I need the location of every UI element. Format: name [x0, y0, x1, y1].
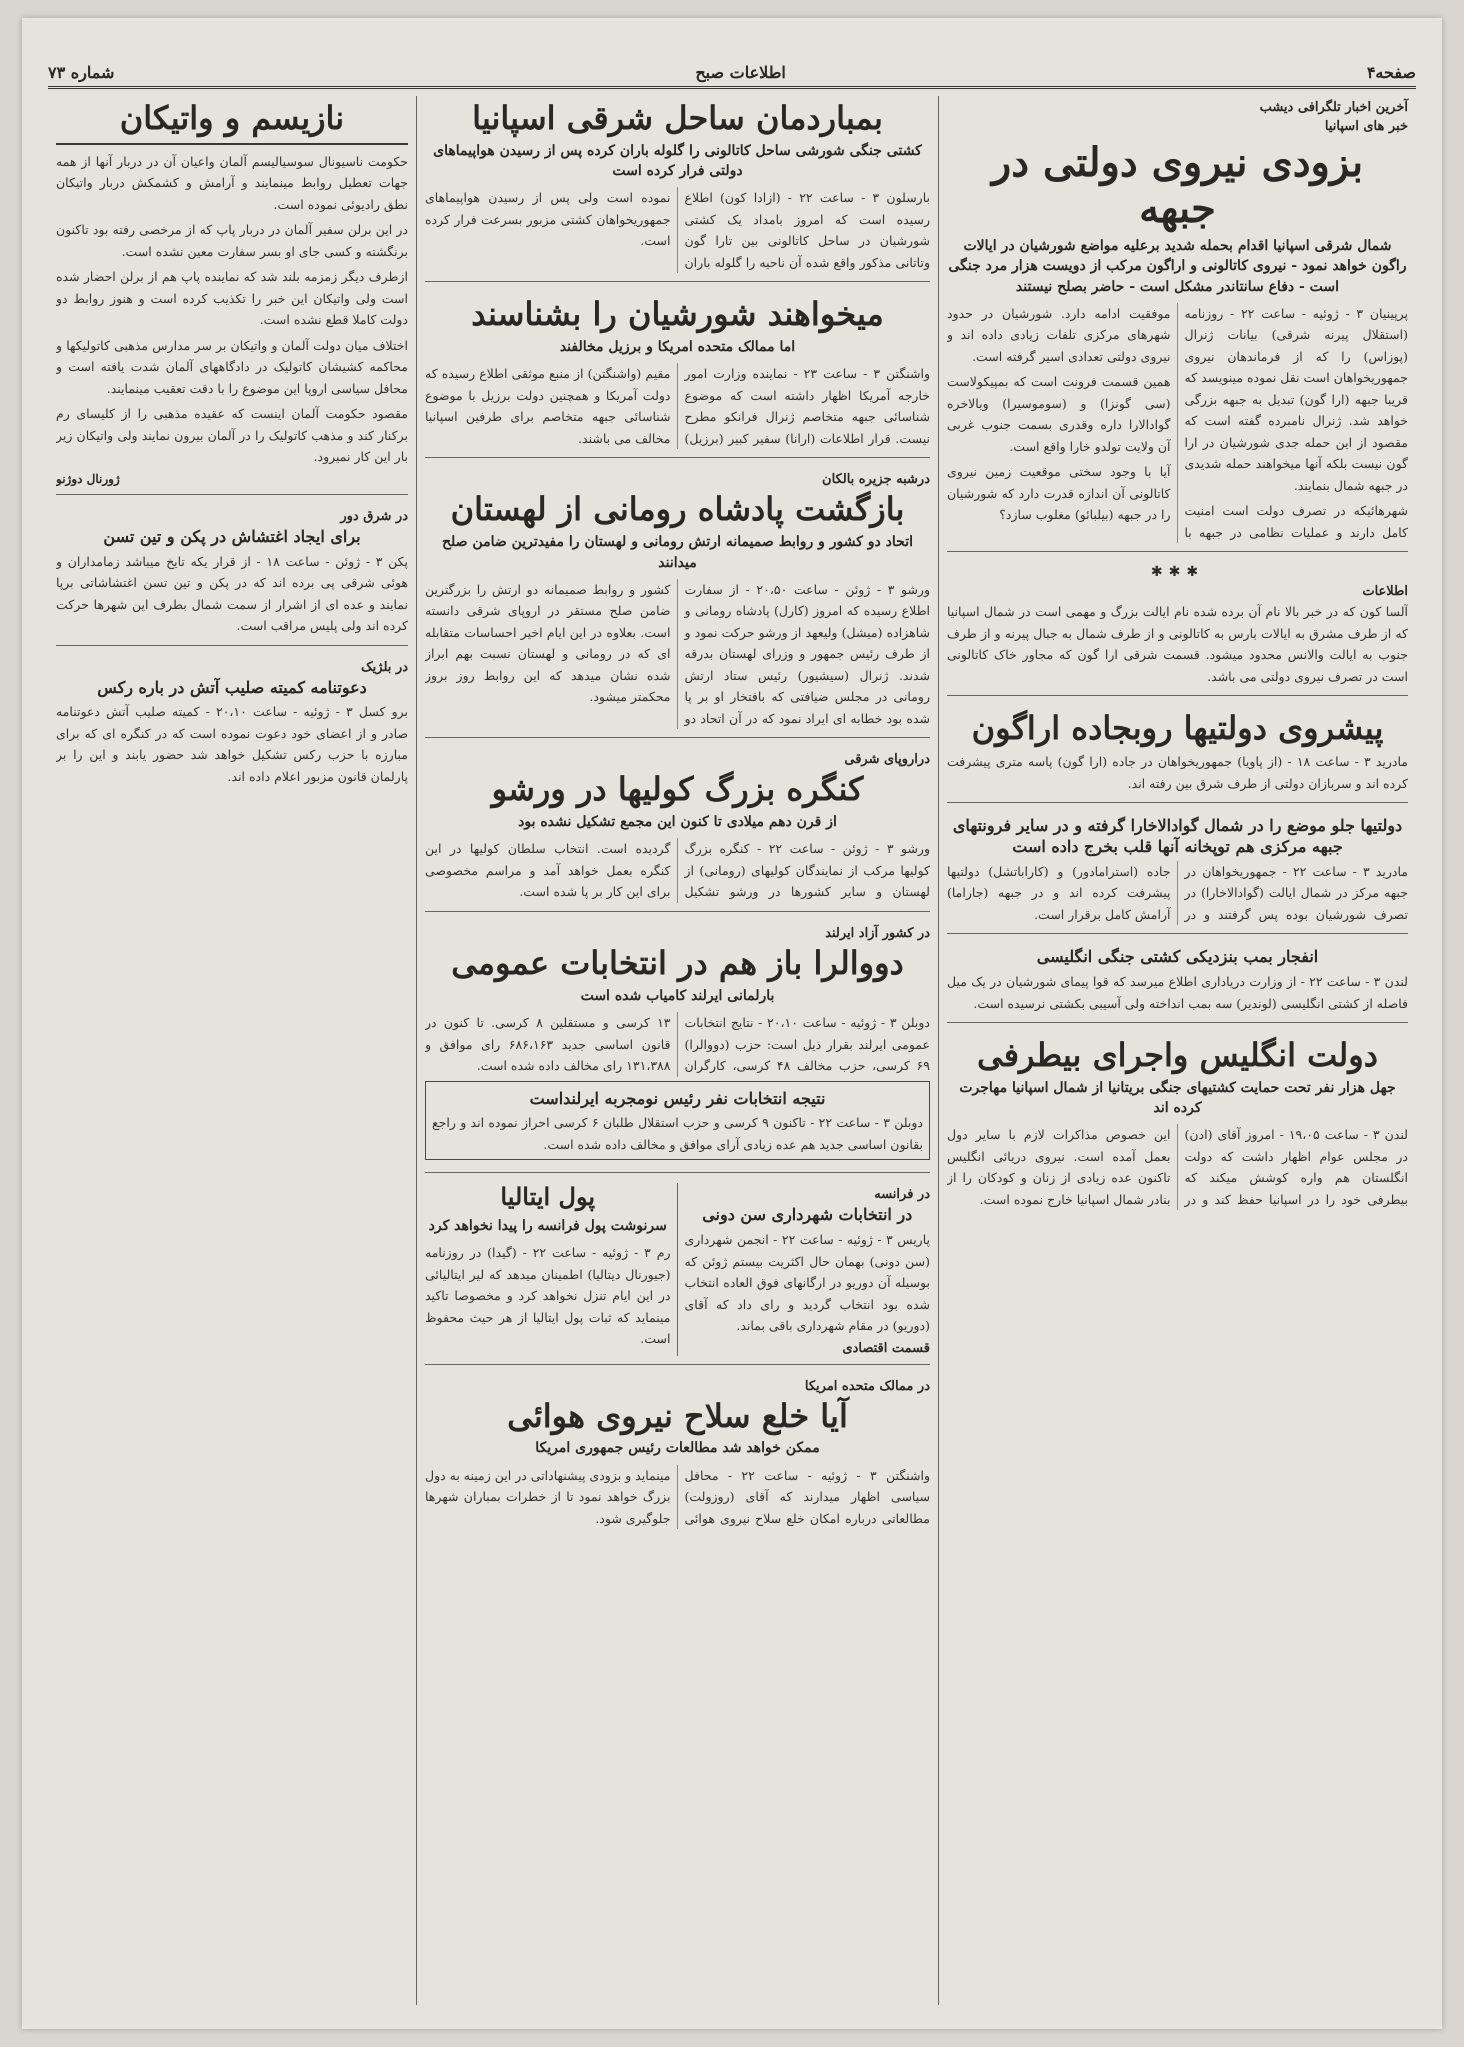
election-result-box: [425, 1081, 930, 1161]
headline: پول ایتالیا: [500, 1183, 596, 1212]
subheadline: جهل هزار نفر تحت حمایت کشتیهای جنگی بریتانیا از شمال اسپانیا مهاجرت کرده اند: [959, 1079, 1396, 1117]
article-body: برو کسل ۳ - ژوئیه - ساعت ۲۰،۱۰ - کمیته صلیب آتش دعوتنامه صادر و از اعضای خود دعوت نموده است که در کنگره ای که برای مبارزه با حزب رکس تشکیل خواهد شد حضور یابند و این را بر پارلمان قانون مزبور اعلام داده اند.: [56, 704, 408, 784]
article-nazism-vatican: [56, 96, 408, 495]
source-signature: ژورنال دوژنو: [56, 471, 120, 486]
article-bomb-warship: [947, 944, 1408, 1023]
star-ornament-icon: ✱✱✱: [1150, 564, 1205, 581]
article-body: واشنگتن ۳ - ژوئیه - ساعت ۲۲ - محافل سیاسی اظهار میدارند که آقای (روزولت) مطالعاتی درباره امکان خلع سلاح نیروی هوائی مینماید و بزودی پیشنهاداتی در این زمینه به دول بزرگ خواهد نمود تا از خطرات بمباران شهرها جلوگیری شود.: [425, 1467, 930, 1526]
article-body: لندن ۳ - ساعت ۱۹،۰۵ - امروز آقای (ادن) در مجلس عوام اظهار داشت که دولت انگلستان هم واره کوشش میکند که بیطرفی خود را در اسپانیا حفظ کند و در این خصوص مذاکرات لازم با سایر دول بعمل آمده است. نیروی دریائی انگلیس تاکنون عده زیادی از زنان و کودکان را از بنادر شمال اسپانیا خارج نموده است.: [947, 1127, 1408, 1207]
newspaper-page: [22, 18, 1442, 2029]
article-body: رم ۳ - ژوئیه - ساعت ۲۲ - (گیدا) در روزنامه (جیورنال دیتالیا) اطمینان میدهد که لیر ایتالیائی در این ایام تنزل نخواهد کرد و مخصوصا تاکید مینماید که ثبات پول ایتالیا از هر حیث محفوظ است.: [425, 1245, 671, 1347]
article-far-east: [56, 505, 408, 646]
article-body: دوبلن ۳ - ژوئیه - ساعت ۲۰،۱۰ - نتایج انتخابات عمومی ایرلند بقرار ذیل است: حزب (دووالرا) ۶۹ کرسی، حزب مخالف ۴۸ کرسی، کارگران ۱۳ کرسی و مستقلین ۸ کرسی. تا کنون در قانون اساسی جدید ۶۸۶،۱۶۳ رای موافق و ۱۳۱،۳۸۸ رای مخالف داده شده است.: [425, 1015, 930, 1074]
article-aragon-advance: [947, 706, 1408, 803]
article-information: [947, 562, 1408, 696]
article-saint-denis: [685, 1187, 931, 1336]
article-romania-king: [425, 468, 930, 738]
subheadline: سرنوشت پول فرانسه را پیدا نخواهد کرد: [428, 1218, 667, 1235]
article-body: ورشو ۳ - ژوئن - ساعت ۲۰،۵۰ - از سفارت اطلاع رسیده که امروز (کارل) پادشاه رومانی و شاهزاده (میشل) ولیعهد از ورشو حرکت نمود و از طرف رئیس جمهور و وزرای لهستان بدرقه شدند. ژنرال (سیشیور) رئیس ستاد ارتش رومانی در مجلس ضیافتی که بافتخار او بر پا شده بود خطابه ای ایراد نمود که در آن اتحاد دو کشور و روابط صمیمانه دو ارتش را بزرگترین ضامن صلح مستقر در اروپای شرقی دانسته است. بعلاوه در این ایام اخیر احساسات متقابله ای که در رومانی و لهستان نسبت بهم ابراز شده نشان میدهد که این روابط روز بروز محکمتر میشود.: [425, 581, 930, 726]
paragraph: حکومت ناسیونال سوسیالیسم آلمان واعیان آن در دربار آنها از همه جهات تعطیل روابط مینمایند و آرامش و کشمکش دربار واتیکان نطق رادیوئی نموده است.: [56, 153, 408, 212]
article-british-neutrality: [947, 1033, 1408, 1218]
article-body: آلسا کون که در خبر بالا نام آن برده شده نام ایالت بزرگ و مهمی است در شمال اسپانیا که از طرف مشرق به ایالات بارس به کاتالونی و از طرف شمال به جبال پیرنه و از طرف جنوب به ایالت والانس محدود میشود. قسمت شرقی ارا گون که مجاور خاک کاتالونی است در تصرف نیروی دولتی می باشد.: [947, 604, 1408, 684]
subheadline: شمال شرقی اسپانیا اقدام بحمله شدید برعلیه مواضع شورشیان در ایالات راگون خواهد نمود - نیروی کاتالونی و اراگون مرکب از دویست هزار مرد جنگی است - دفاع سانتاندر مشکل است - حاضر بصلح نیستند: [948, 238, 1407, 295]
headline: کنگره بزرگ کولیها در ورشو: [491, 770, 864, 809]
headline: دولتیها جلو موضع را در شمال گوادالاخارا گرفته و در سایر فرونتهای جبهه مرکزی هم توپخانه آنها قلب بخرج داده است: [952, 816, 1403, 856]
subheadline: اما ممالک متحده امریکا و برزیل مخالفند: [559, 339, 796, 356]
paragraph: پرپینیان ۳ - ژوئیه - ساعت ۲۲ - روزنامه (استقلال پیرنه شرقی) بیانات ژنرال (پوزاس) را که از فرماندهان نیروی جمهوریخواهان است نقل نموده مینویسد که قریبا جبهه (ارا گون) تبدیل به جبهه بزرگی خواهد شد. ژنرال نامبرده گفته است که مقصود از این حمله جدی شورشیان در ارا گون نیست بلکه آنها میخواهند حمله شدیدی در جبهه شمال بنمایند.: [1184, 305, 1408, 493]
article-ireland-election: [425, 922, 930, 1173]
columns: [48, 96, 1416, 2005]
article-body: بارسلون ۳ - ساعت ۲۲ - (ازادا کون) اطلاع رسیده است که امروز بامداد یک کشتی شورشیان در ساحل کاتالونی بین تارا گون وتاتانی مذکور واقع شده آن ناحیه را گلوله باران نموده است ولی پس از رسیدن هواپیماهای جمهوریخواهان کشتی مزبور بسرعت فرار کرده است.: [425, 190, 930, 270]
paragraph: آیا با وجود سختی موقعیت زمین نیروی کاتالونی آن اندازه قدرت دارد که شورشیان را در جبهه (بیلبائو) مغلوب سازد؟: [947, 464, 1171, 523]
subheadline: بارلمانی ایرلند کامیاب شده است: [580, 987, 775, 1004]
article-bombardment: [425, 96, 930, 282]
article-recognition: [425, 292, 930, 458]
subheadline: کشتی جنگی شورشی ساحل کاتالونی را گلوله باران کرده پس از رسیدن هواپیماهای دولتی فرار کرده است: [433, 142, 922, 180]
headline: بازگشت پادشاه رومانی از لهستان: [450, 490, 905, 529]
paragraph: اختلاف میان دولت آلمان و واتیکان بر سر مدارس مذهبی کاتولیکها و محاکمه کشیشان کاتولیک در دادگاههای آلمان شدت یافته است و محافل سیاسی اروپا این موضوع را با دقت تعقیب مینمایند.: [56, 337, 408, 396]
headline: دعوتنامه کمیته صلیب آتش در باره رکس: [97, 677, 367, 697]
article-body: پکن ۳ - ژوئن - ساعت ۱۸ - از قرار یکه تایخ میباشد زمامداران و هوئی شرقی پی برده اند که در پکن و تین تسن اغتشاشاتی برپا نمایند و عده ای از اشرار از سمت شمال بطرف این شهرها حرکت کرده اند ولی پلیس مراقب است.: [56, 553, 408, 634]
article-belgium: [56, 656, 408, 796]
headline: در انتخابات شهرداری سن دونی: [702, 1205, 913, 1225]
kicker: در شرق دور: [340, 508, 408, 524]
headline: میخواهند شورشیان را بشناسند: [471, 295, 884, 334]
box-headline: نتیجه انتخابات نفر رئیس نومجربه ایرلنداست: [529, 1088, 826, 1108]
paragraph: مقصود حکومت آلمان اینست که عقیده مذهبی را از کلیسای رم برکنار کند و مذهب کاتولیک را در آلمان بیرون نمایند ولی واتیکان زیر بار این کار نمیرود.: [56, 406, 408, 465]
page-number: صفحه۴: [1366, 63, 1416, 82]
article-body: مادرید ۳ - ساعت ۲۲ - جمهوریخواهان در جبهه مرکز در شمال ایالت (گوادالاخارا) در تصرف شورشیان بوده پس گرفتند و در جاده (استرامادور) و (کاراباتشل) دولتیها پیشرفت کرده اند و در جبهه (جاراما) آرامش کامل برقرار است.: [947, 863, 1408, 922]
headline: نازیسم و واتیکان: [119, 99, 345, 137]
headline: پیشروی دولتیها روبجاده اراگون: [971, 709, 1384, 748]
article-body: ورشو ۳ - ژوئن - ساعت ۲۲ - کنگره بزرگ کولیها مرکب از نمایندگان کولیهای (رومانی) از لهستان و سایر کشورها در ورشو تشکیل گردیده است. انتخاب سلطان کولیها در این کنگره بعمل خواهد آمد و مراسم مخصوصی برای این کار بر پا شده است.: [425, 841, 930, 900]
paragraph: در این برلن سفیر آلمان در دربار پاپ که از مرخصی رفته بود تاکنون برنگشته و کسی جای او بسر سفارت معین نشده است.: [56, 222, 408, 259]
article-body: واشنگتن ۳ - ساعت ۲۳ - نماینده وزارت امور خارجه آمریکا اظهار داشته است که موضوع شناسائی جبهه متخاصم ژنرال فرانکو مطرح نیست. قرار اطلاعات (ارانا) سفیر کبیر (برزیل) مقیم (واشنگتن) از منبع موثقی اطلاع رسیده که دولت آمریکا و همچنین دولت برزیل با موضوع شناسائی جبهه متخاصم برای طرفین اسپانیا مخالف می باشند.: [425, 366, 930, 446]
paragraph: ازطرف دیگر زمزمه بلند شد که نماینده پاپ هم از برلن احضار شده است ولی واتیکان این خبر را تکذیب کرده است و هنوز روابط دو دولت کاملا قطع نشده است.: [56, 269, 408, 328]
paragraph: شهرهائیکه در تصرف دولت است امنیت کامل دارند و عملیات نظامی در جبهه با موفقیت ادامه دارد. شورشیان در حدود شهرهای مرکزی تلفات زیادی داده اند و نیروی دولتی تعدادی اسیر گرفته است.: [947, 305, 1408, 540]
issue-number: شماره ۷۳: [48, 63, 115, 82]
article-spain-front: [947, 136, 1408, 552]
article-air-disarmament: [425, 1375, 930, 1538]
article-body: مادرید ۳ - ساعت ۱۸ - (از پاویا) جمهوریخواهان در جاده (ارا گون) پاسه متری پیشرفت کرده اند و سربازان دولتی از طرف شرق بین رفته اند.: [947, 754, 1408, 791]
masthead: [48, 42, 1416, 89]
headline: انفجار بمب بنزدیکی کشتی جنگی انگلیسی: [1036, 947, 1319, 967]
headline: دووالرا باز هم در انتخابات عمومی: [451, 943, 904, 982]
headline: دولت انگلیس واجرای بیطرفی: [977, 1036, 1378, 1075]
section-kicker-spain: خبر های اسپانیا: [1324, 119, 1408, 134]
article-guadalajara: [947, 813, 1408, 934]
subheadline: از قرن دهم میلادی تا کنون این مجمع تشکیل نشده بود: [518, 814, 837, 831]
kicker: در کشور آزاد ایرلند: [825, 925, 930, 941]
box-body: دوبلن ۳ - ساعت ۲۲ - تاکنون ۹ کرسی و حزب استقلال طلبان ۶ کرسی احراز نموده اند و راجع بقانون اساسی جدید هم عده زیادی آرای موافق و مخالف داده شده است.: [432, 1115, 923, 1152]
article-body: [947, 303, 1408, 544]
kicker: در فرانسه: [874, 1187, 930, 1203]
headline: بزودی نیروی دولتی در جبهه: [991, 139, 1364, 232]
section-kicker-telegraph: آخرین اخبار تلگرافی دیشب: [1259, 100, 1408, 115]
article-gypsy-congress: [425, 748, 930, 912]
headline: آیا خلع سلاح نیروی هوائی: [507, 1396, 848, 1435]
article-body: [56, 151, 408, 468]
kicker: قسمت اقتصادی: [842, 1340, 930, 1356]
column-left: [48, 96, 416, 2005]
kicker: اطلاعات: [1362, 584, 1408, 600]
article-pair: [425, 1183, 930, 1364]
headline: بمباردمان ساحل شرقی اسپانیا: [472, 99, 883, 137]
article-body: پاریس ۳ - ژوئیه - ساعت ۲۲ - انجمن شهرداری (سن دونی) بهمان حال اکثریت بیستم ژوئن که بوسیله آن دوریو در ارگانهای فوق العاده انتخاب شده بود انتخاب گردید و رای داد که آقای (دوریو) در مقام شهرداری باقی بماند.: [684, 1232, 930, 1334]
headline: برای ایجاد اغتشاش در پکن و تین تسن: [103, 526, 361, 546]
divider: [56, 143, 408, 145]
paragraph: همین قسمت فرونت است که بمپیکولاست (سی گونزا) و (سوموسیرا) وبالاخره گوادالارا داره وقدری بسمت جنوب غربی آن ولایت تولدو خارا واقع است.: [947, 374, 1171, 454]
column-middle: [416, 96, 938, 2005]
article-body: لندن ۳ - ساعت ۲۲ - از وزارت دریاداری اطلاع میرسد که قوا پیمای شورشیان در یک میل فاصله از کشتی انگلیسی (لوندیر) سه بمب انداخته ولی آسیبی بکشتی نرسیده است.: [947, 974, 1408, 1011]
newspaper-name: اطلاعات صبح: [695, 63, 786, 82]
subheadline: ممکن خواهد شد مطالعات رئیس جمهوری امریکا: [535, 1440, 820, 1457]
column-right: [938, 96, 1416, 2005]
kicker: درشبه جزیره بالکان: [822, 472, 930, 488]
kicker: در بلژیک: [361, 659, 408, 675]
subheadline: اتحاد دو کشور و روابط صمیمانه ارتش رومانی و لهستان را مفیدترین ضامن صلح میدانند: [442, 534, 913, 571]
kicker: در ممالک متحده امریکا: [804, 1378, 930, 1394]
kicker: دراروپای شرقی: [844, 752, 930, 768]
